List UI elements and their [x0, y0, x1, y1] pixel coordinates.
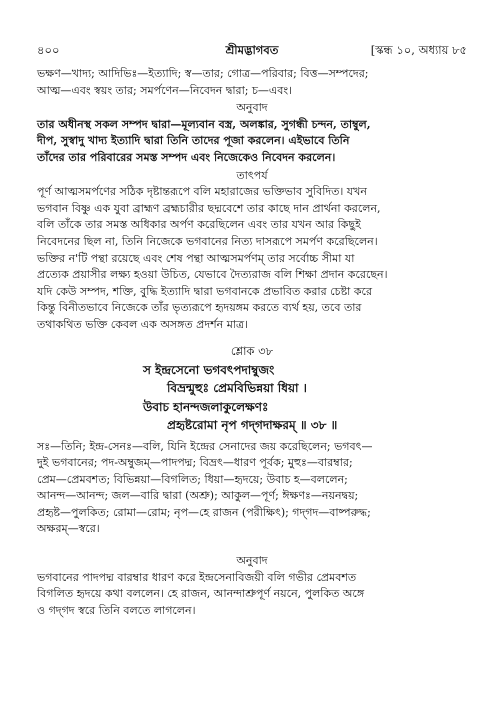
translation-heading: অনুবাদ [236, 101, 268, 115]
text-line: তাঁদের তার পরিবারের সমস্ত সম্পদ এবং নিজেকেও নিবেদন করলেন। [37, 150, 336, 164]
translation-text [37, 570, 467, 620]
text-line: সঃ—তিনি; ইন্দ্র-সেনঃ—বলি, যিনি ইন্দ্রের সেনাদের জয় করেছিলেন; ভগবৎ— [37, 439, 373, 453]
text-line: যদি কেউ সম্পদ, শক্তি, বুদ্ধি ইত্যাদি দ্বারা ভগবানকে প্রভাবিত করার চেষ্টা করে [37, 284, 373, 298]
text-line: বিগলিত হৃদয়ে কথা বললেন। হে রাজন, আনন্দাশ্রুপূর্ণ নয়নে, পুলকিত অঙ্গে [37, 587, 365, 601]
text-line: তথাকথিত ভক্তি কেবল এক অসঙ্গত প্রদর্শন মাত্র। [37, 317, 249, 331]
book-title: শ্রীমদ্ভাগবত [225, 43, 279, 57]
synonyms-top [37, 66, 467, 99]
text-line: দুই ভগবানের; পদ-অম্বুজম্‌—পাদপদ্ম; বিভ্রৎ—ধারণ পূর্বক; মুহুঃ—বারম্বার; [37, 456, 353, 470]
text-line: ভক্ষণ—খাদ্য; আদিভিঃ—ইত্যাদি; স্ব—তার; গোত্র—পরিবার; বিত্ত—সম্পদের; [37, 67, 369, 80]
text-line: ও গদ্‌গদ স্বরে তিনি বলতে লাগলেন। [37, 603, 196, 617]
verse-line: প্রহৃষ্টরোমা নৃপ গদ্‌গদাক্ষরম্‌ ॥ ৩৮ ॥ [167, 418, 338, 432]
text-line: দীপ, সুস্বাদু খাদ্য ইত্যাদি দ্বারা তিনি তাদের পূজা করলেন। এইভাবে তিনি [37, 134, 350, 148]
verse-line: স ইন্দ্রসেনো ভগবৎপদাম্বুজং [143, 362, 275, 377]
page-body [37, 66, 467, 619]
verse-title: শ্লোক ৩৮ [230, 343, 274, 358]
verse-line: বিভ্রন্মুহুঃ প্রেমবিভিন্নয়া ধিয়া । [167, 381, 307, 395]
page-number: ৪০০ [37, 43, 60, 57]
synonyms-verse [37, 439, 467, 539]
verse-text [37, 361, 467, 435]
purport-text [37, 184, 467, 333]
text-line: তার অধীনস্থ সকল সম্পদ দ্বারা—মূল্যবান বস্ত্র, অলঙ্কার, সুগন্ধী চন্দন, তাম্বুল, [37, 117, 371, 131]
translation-text [37, 117, 467, 167]
text-line: নিবেদনের ছিল না, তিনি নিজেকে ভগবানের নিত্য দাসরূপে সমর্পণ করেছিলেন। [37, 234, 378, 248]
verse-line: উবাচ হানন্দজলাকুলেক্ষণঃ [143, 399, 269, 414]
text-line: আনন্দ—আনন্দ; জল—বারি দ্বারা (অশ্রু); আকুল—পূর্ণ; ঈক্ষণঃ—নয়নদ্বয়; [37, 489, 359, 503]
text-line: প্রেম—প্রেমবশত; বিভিন্নয়া—বিগলিত; ধিয়া—হৃদয়ে; উবাচ হ—বললেন; [37, 472, 348, 486]
spacer [37, 538, 467, 552]
text-line: ভক্তির ন'টি পন্থা রয়েছে এবং শেষ পন্থা আত্মসমর্পণম্‌ তার সর্বোচ্চ সীমা যা [37, 251, 355, 265]
translation-heading: অনুবাদ [236, 554, 268, 568]
text-line: প্রহৃষ্ট—পুলকিত; রোমা—রোম; নৃপ—হে রাজন (পরীক্ষিৎ); গদ্‌গদ—বাষ্পরুদ্ধ; [37, 505, 371, 519]
text-line: কিন্তু বিনীতভাবে নিজেকে তাঁর ভৃত্যরূপে হৃদয়ঙ্গম করতে ব্যর্থ হয়, তবে তার [37, 301, 362, 315]
text-line: পূর্ণ আত্মসমর্পণের সঠিক দৃষ্টান্তরূপে বলি মহারাজের ভক্তিভাব সুবিদিত। যখন [37, 185, 367, 199]
text-line: অক্ষরম্‌—স্বরে। [37, 522, 100, 536]
text-line: ভগবান বিষ্ণু এক যুবা ব্রাহ্মণ ব্রহ্মচারীর ছদ্মবেশে তার কাছে দান প্রার্থনা করলেন, [37, 201, 381, 215]
chapter-location: [স্কন্ধ ১০, অধ্যায় ৮৫ [370, 43, 467, 57]
text-line: প্রত্যেক প্রয়াসীর লক্ষ্য হওয়া উচিত, যেভাবে দৈত্যরাজ বলি শিক্ষা প্রদান করেছেন। [37, 268, 388, 282]
page-header [37, 42, 467, 58]
text-line: আত্ম—এবং স্বয়ং তার; সমর্পণেন—নিবেদন দ্বারা; চ—এবং। [37, 83, 293, 97]
text-line: বলি তাঁকে তার সমস্ত অধিকার অর্পণ করেছিলেন এবং তার যখন আর কিছুই [37, 218, 361, 232]
purport-heading: তাৎপর্য [236, 168, 268, 182]
text-line: ভগবানের পাদপদ্ম বারম্বার ধারণ করে ইন্দ্রসেনাবিজয়ী বলি গভীর প্রেমবশত [37, 570, 357, 584]
